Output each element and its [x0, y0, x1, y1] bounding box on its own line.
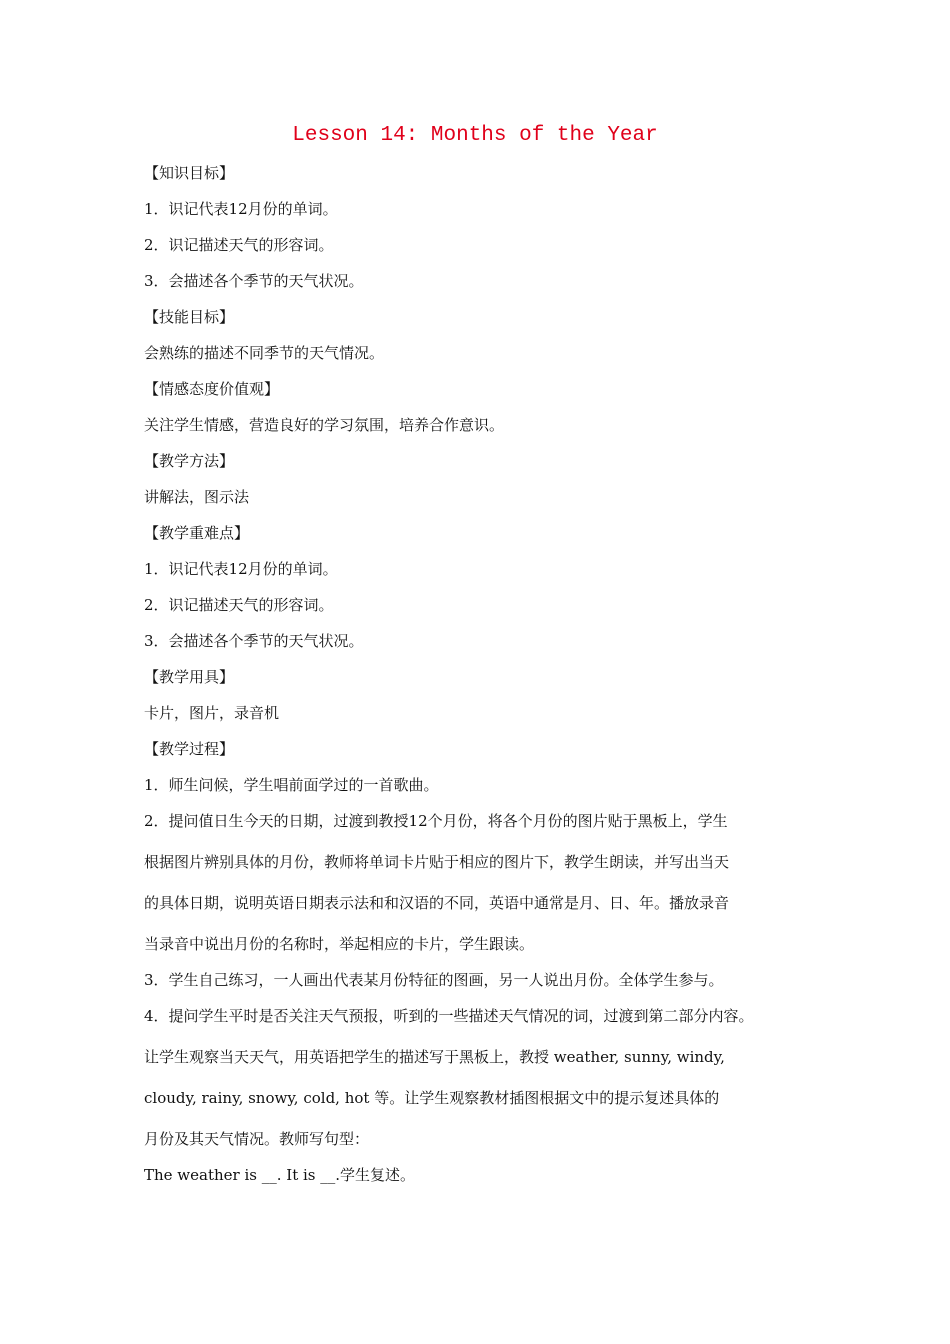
section-heading: 【教学过程】 [144, 740, 235, 758]
content-line: 会熟练的描述不同季节的天气情况。 [144, 344, 385, 362]
content-line: 让学生观察当天天气，用英语把学生的描述写于黑板上，教授 weather, sunny, windy, [144, 1048, 725, 1066]
lesson-title: Lesson 14: Months of the Year [292, 124, 658, 147]
content-line: 3．会描述各个季节的天气状况。 [144, 632, 364, 650]
section-heading: 【教学方法】 [144, 452, 235, 470]
content-line: 2．识记描述天气的形容词。 [144, 236, 334, 254]
section-heading: 【知识目标】 [144, 164, 235, 182]
content-line: The weather is __. It is __.学生复述。 [144, 1166, 416, 1184]
content-line: 1．师生问候，学生唱前面学过的一首歌曲。 [144, 776, 439, 794]
section-heading: 【技能目标】 [144, 308, 235, 326]
content-line: 4．提问学生平时是否关注天气预报，听到的一些描述天气情况的词，过渡到第二部分内容。 [144, 1007, 754, 1025]
content-line: 3．学生自己练习，一人画出代表某月份特征的图画，另一人说出月份。全体学生参与。 [144, 971, 724, 989]
section-heading: 【教学重难点】 [144, 524, 250, 542]
section-heading: 【教学用具】 [144, 668, 235, 686]
content-line: 3．会描述各个季节的天气状况。 [144, 272, 364, 290]
content-line: 2．提问值日生今天的日期，过渡到教授12个月份，将各个月份的图片贴于黑板上，学生 [144, 812, 728, 830]
content-line: 的具体日期，说明英语日期表示法和和汉语的不同，英语中通常是月、日、年。播放录音 [144, 894, 730, 912]
content-line: 月份及其天气情况。教师写句型： [144, 1130, 370, 1148]
section-heading: 【情感态度价值观】 [144, 380, 280, 398]
content-line: 关注学生情感，营造良好的学习氛围，培养合作意识。 [144, 416, 505, 434]
content-line: 讲解法，图示法 [144, 488, 250, 506]
content-line: 卡片，图片，录音机 [144, 704, 280, 722]
content-line: 根据图片辨别具体的月份，教师将单词卡片贴于相应的图片下，教学生朗读，并写出当天 [144, 853, 730, 871]
content-line: cloudy, rainy, snowy, cold, hot 等。让学生观察教材插图根据文中的提示复述具体的 [144, 1089, 720, 1107]
content-line: 2．识记描述天气的形容词。 [144, 596, 334, 614]
content-line: 1．识记代表12月份的单词。 [144, 200, 338, 218]
content-line: 1．识记代表12月份的单词。 [144, 560, 338, 578]
content-line: 当录音中说出月份的名称时，举起相应的卡片，学生跟读。 [144, 935, 535, 953]
